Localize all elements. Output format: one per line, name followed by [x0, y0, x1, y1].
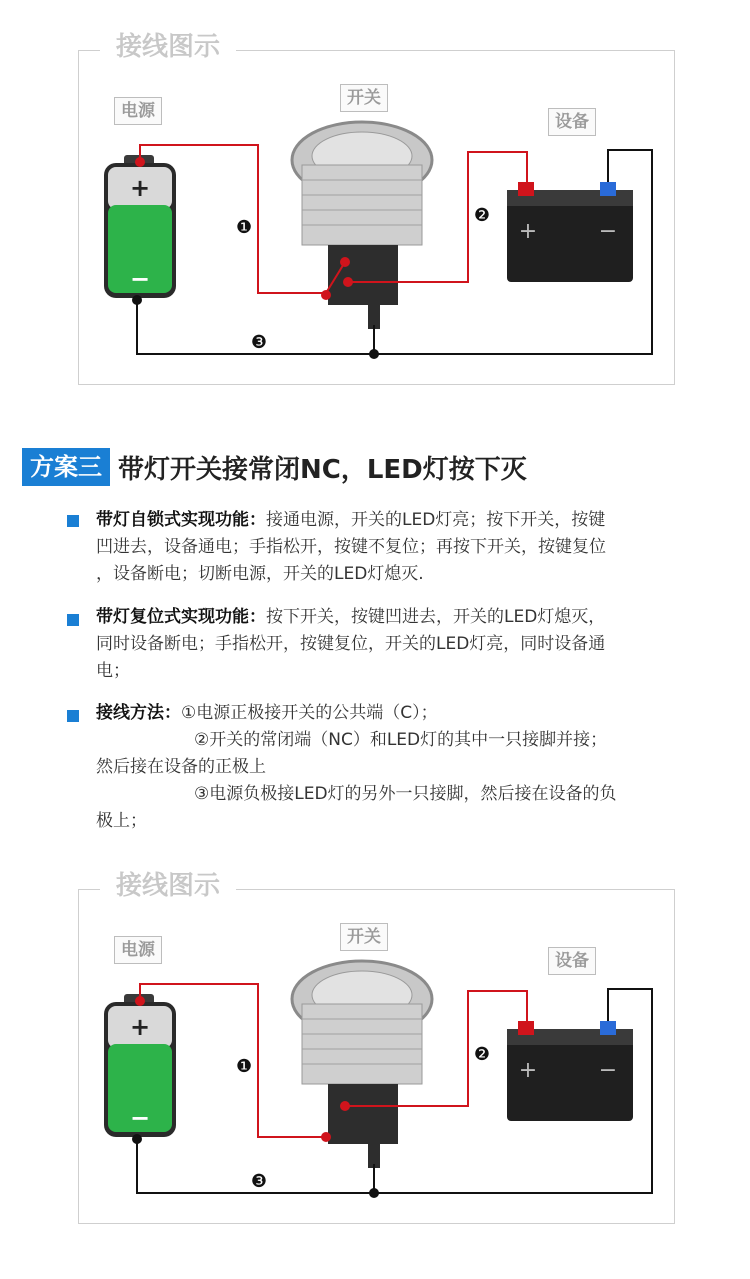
- wiring-illustration: [0, 839, 750, 1239]
- reset-line3: 电；: [96, 661, 130, 681]
- reset-paragraph: [96, 604, 701, 685]
- battery-minus: −: [129, 1104, 151, 1132]
- marker-2: ❷: [473, 1044, 491, 1065]
- device-minus: −: [598, 219, 618, 244]
- power-label: 电源: [114, 936, 162, 964]
- battery-icon: [104, 155, 176, 298]
- device-plus: +: [518, 1058, 538, 1083]
- wiring-paragraph: [96, 700, 701, 835]
- bullet-icon: [67, 614, 79, 626]
- self-lock-label: 带灯自锁式实现功能：: [96, 510, 266, 530]
- reset-label: 带灯复位式实现功能：: [96, 607, 266, 627]
- wiring-label: 接线方法：: [96, 703, 181, 723]
- reset-line1: 按下开关，按键凹进去，开关的LED灯熄灭，: [266, 607, 606, 627]
- battery-minus: −: [129, 265, 151, 293]
- wiring-line3: 然后接在设备的正极上: [96, 757, 266, 777]
- wiring-illustration: [0, 0, 750, 400]
- device-minus: −: [598, 1058, 618, 1083]
- device-battery-icon: [507, 182, 633, 282]
- switch-icon: [292, 122, 432, 329]
- marker-1: ❶: [235, 217, 253, 238]
- self-lock-line1: 接通电源，开关的LED灯亮；按下开关，按键: [266, 510, 606, 530]
- device-label: 设备: [548, 947, 596, 975]
- self-lock-line3: ，设备断电；切断电源，开关的LED灯熄灭.: [96, 564, 424, 584]
- scheme-heading: [22, 449, 527, 485]
- wiring-line1: ①电源正极接开关的公共端（C）；: [181, 703, 438, 723]
- device-battery-icon: [507, 1021, 633, 1121]
- wiring-line2: ②开关的常闭端（NC）和LED灯的其中一只接脚并接；: [194, 730, 608, 750]
- scheme-title: 带灯开关接常闭NC，LED灯按下灭: [118, 454, 527, 485]
- marker-3: ❸: [250, 1171, 268, 1192]
- battery-plus: +: [129, 1013, 151, 1041]
- device-plus: +: [518, 219, 538, 244]
- power-label: 电源: [114, 97, 162, 125]
- diagram-title: 接线图示: [100, 32, 236, 62]
- marker-3: ❸: [250, 332, 268, 353]
- device-label: 设备: [548, 108, 596, 136]
- marker-1: ❶: [235, 1056, 253, 1077]
- reset-line2: 同时设备断电；手指松开，按键复位，开关的LED灯亮，同时设备通: [96, 634, 606, 654]
- switch-label: 开关: [340, 84, 388, 112]
- wiring-line4: ③电源负极接LED灯的另外一只接脚，然后接在设备的负: [194, 784, 617, 804]
- marker-2: ❷: [473, 205, 491, 226]
- scheme-badge: 方案三: [22, 448, 110, 486]
- wiring-line5: 极上；: [96, 811, 147, 831]
- switch-label: 开关: [340, 923, 388, 951]
- bullet-icon: [67, 710, 79, 722]
- bullet-icon: [67, 515, 79, 527]
- diagram-title: 接线图示: [100, 871, 236, 901]
- self-lock-line2: 凹进去，设备通电；手指松开，按键不复位；再按下开关，按键复位: [96, 537, 606, 557]
- battery-plus: +: [129, 174, 151, 202]
- battery-icon: [104, 994, 176, 1137]
- self-lock-paragraph: [96, 507, 701, 588]
